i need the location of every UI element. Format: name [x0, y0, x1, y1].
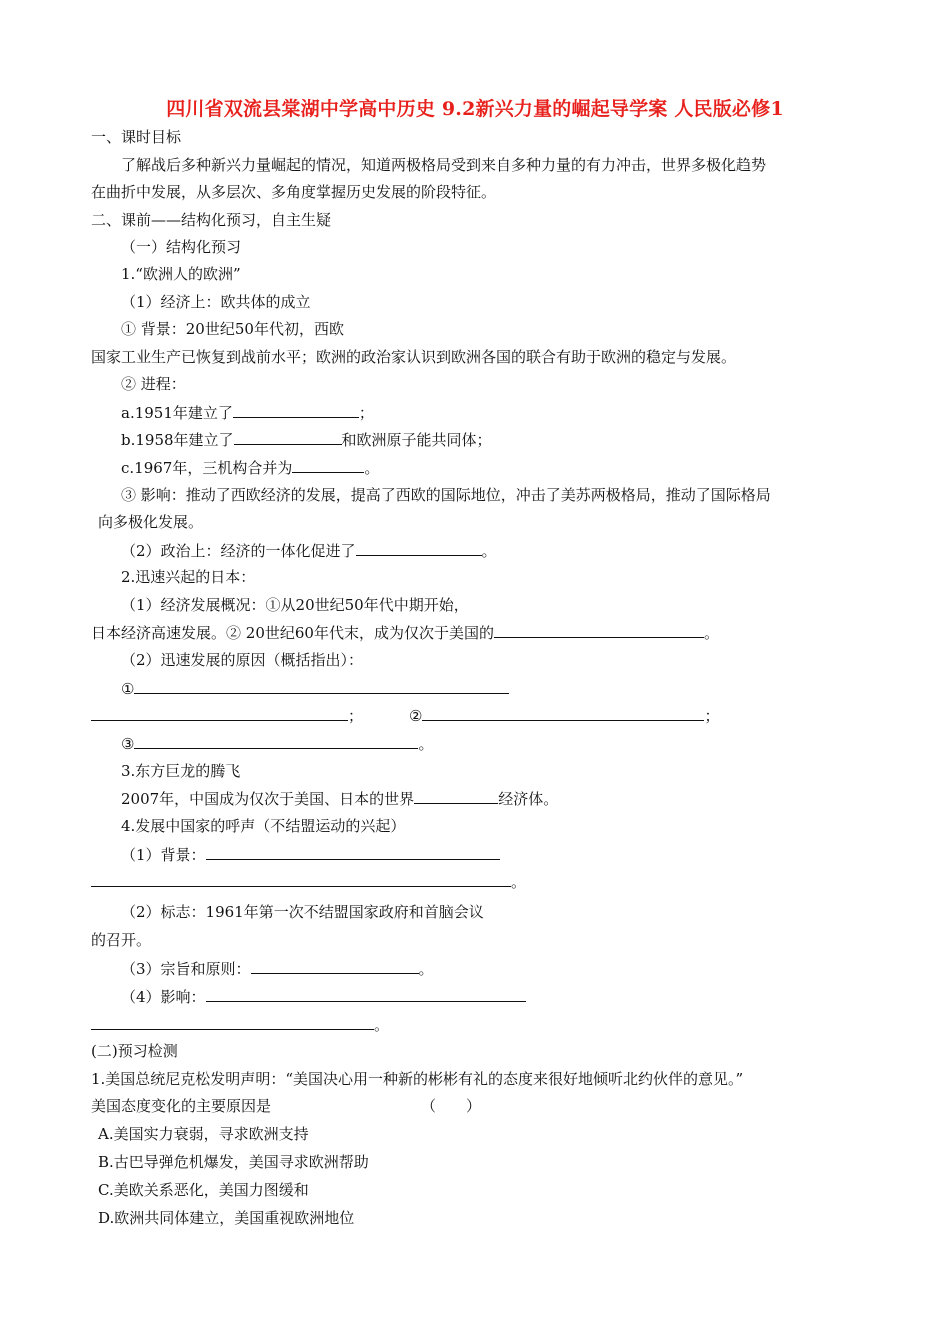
item-marker: ① [121, 680, 135, 698]
subsection-structured-preview: （一）结构化预习 [121, 238, 242, 256]
objectives-text-line1: 了解战后多种新兴力量崛起的情况，知道两极格局受到来自多种力量的有力冲击，世界多极化趋势 [121, 156, 767, 174]
non-aligned-sign-line1: （2）标志：1961年第一次不结盟国家政府和首脑会议 [121, 903, 484, 921]
section-heading-objectives: 一、课时目标 [91, 128, 182, 146]
option-a[interactable]: A.美国实力衰弱，寻求欧洲支持 [98, 1125, 309, 1143]
non-aligned-aims-label: （3）宗旨和原则： [121, 960, 251, 978]
process-item-b-text: b.1958年建立了 [121, 431, 234, 449]
punctuation: 。 [374, 1016, 390, 1034]
punctuation: 。 [703, 624, 719, 642]
non-aligned-background [121, 843, 500, 866]
non-aligned-influence-label: （4）影响： [121, 988, 206, 1006]
non-aligned-sign-line2: 的召开。 [91, 931, 152, 949]
japan-reason-2 [409, 704, 719, 727]
non-aligned-influence [121, 985, 526, 1008]
answer-blank[interactable] [206, 843, 500, 860]
punctuation: 。 [481, 542, 497, 560]
answer-blank[interactable] [234, 428, 342, 445]
punctuation: ； [704, 707, 720, 725]
objectives-text-line2: 在曲折中发展，从多层次、多角度掌握历史发展的阶段特征。 [91, 183, 497, 201]
process-item-b [121, 428, 492, 451]
process-item-a [121, 401, 374, 424]
japan-overview-text: 日本经济高速发展。② 20世纪60年代末，成为仅次于美国的 [91, 624, 494, 642]
question-1-stem-line1: 1.美国总统尼克松发明声明：“美国决心用一种新的彬彬有礼的态度来很好地倾听北约伙伴的意见。” [91, 1070, 744, 1088]
europe-influence-line1: ③ 影响：推动了西欧经济的发展，提高了西欧的国际地位，冲击了美苏两极格局，推动了国际格局 [121, 486, 771, 504]
option-b[interactable]: B.古巴导弹危机爆发，美国寻求欧洲帮助 [98, 1153, 369, 1171]
process-item-a-text: a.1951年建立了 [121, 404, 233, 422]
item-marker: ② [409, 707, 423, 725]
punctuation: 。 [511, 873, 527, 891]
japan-reason-1-continued [91, 704, 363, 727]
topic-europe: 1.“欧洲人的欧洲” [121, 265, 241, 283]
europe-background-line1: ① 背景：20世纪50年代初，西欧 [121, 320, 344, 338]
answer-blank[interactable] [292, 456, 364, 473]
item-marker: ③ [121, 735, 135, 753]
question-1-stem-text: 美国态度变化的主要原因是 [91, 1097, 272, 1115]
option-c[interactable]: C.美欧关系恶化，美国力图缓和 [98, 1181, 309, 1199]
answer-blank[interactable] [91, 704, 348, 721]
punctuation: ； [348, 707, 364, 725]
europe-politics [121, 539, 497, 562]
topic-non-aligned: 4.发展中国家的呼声（不结盟运动的兴起） [121, 817, 406, 835]
china-statement [121, 787, 558, 810]
japan-overview-line1: （1）经济发展概况：①从20世纪50年代中期开始， [121, 596, 469, 614]
japan-reason-3 [121, 732, 433, 755]
answer-parentheses[interactable]: （ ） [421, 1097, 482, 1115]
section-heading-check: (二)预习检测 [91, 1042, 178, 1060]
document-title: 四川省双流县棠湖中学高中历史 9.2新兴力量的崛起导学案 人民版必修1 [166, 98, 784, 120]
punctuation: ； [358, 404, 374, 422]
europe-influence-line2: 向多极化发展。 [98, 513, 204, 531]
section-heading-preview: 二、课前——结构化预习，自主生疑 [91, 211, 332, 229]
answer-blank[interactable] [91, 870, 511, 887]
answer-blank[interactable] [251, 957, 419, 974]
non-aligned-background-label: （1）背景： [121, 846, 206, 864]
japan-reason-1 [121, 677, 509, 700]
answer-blank[interactable] [134, 677, 509, 694]
answer-blank[interactable] [356, 539, 482, 556]
non-aligned-influence-continued [91, 1013, 389, 1036]
answer-blank[interactable] [494, 621, 704, 638]
process-item-c [121, 456, 379, 479]
process-item-c-text: c.1967年，三机构合并为 [121, 459, 293, 477]
question-1-stem-line2 [91, 1095, 271, 1117]
europe-economy-heading: （1）经济上：欧共体的成立 [121, 293, 311, 311]
europe-politics-text: （2）政治上：经济的一体化促进了 [121, 542, 356, 560]
answer-blank[interactable] [233, 401, 359, 418]
answer-blank[interactable] [414, 787, 498, 804]
non-aligned-aims [121, 957, 434, 980]
china-statement-suffix: 经济体。 [498, 790, 559, 808]
china-statement-text: 2007年，中国成为仅次于美国、日本的世界 [121, 790, 415, 808]
process-item-b-suffix: 和欧洲原子能共同体； [341, 431, 492, 449]
non-aligned-background-continued [91, 870, 526, 893]
answer-blank[interactable] [206, 985, 526, 1002]
answer-blank[interactable] [91, 1013, 374, 1030]
japan-reasons-heading: （2）迅速发展的原因（概括指出）： [121, 651, 364, 669]
punctuation: 。 [418, 960, 434, 978]
punctuation: 。 [418, 735, 434, 753]
answer-blank[interactable] [134, 732, 418, 749]
europe-process-heading: ② 进程： [121, 375, 186, 393]
topic-china: 3.东方巨龙的腾飞 [121, 762, 241, 780]
japan-overview-line2 [91, 621, 719, 644]
europe-background-line2: 国家工业生产已恢复到战前水平；欧洲的政治家认识到欧洲各国的联合有助于欧洲的稳定与发展。 [91, 348, 737, 366]
punctuation: 。 [364, 459, 380, 477]
topic-japan: 2.迅速兴起的日本： [121, 568, 256, 586]
option-d[interactable]: D.欧洲共同体建立，美国重视欧洲地位 [98, 1209, 355, 1227]
answer-blank[interactable] [422, 704, 704, 721]
